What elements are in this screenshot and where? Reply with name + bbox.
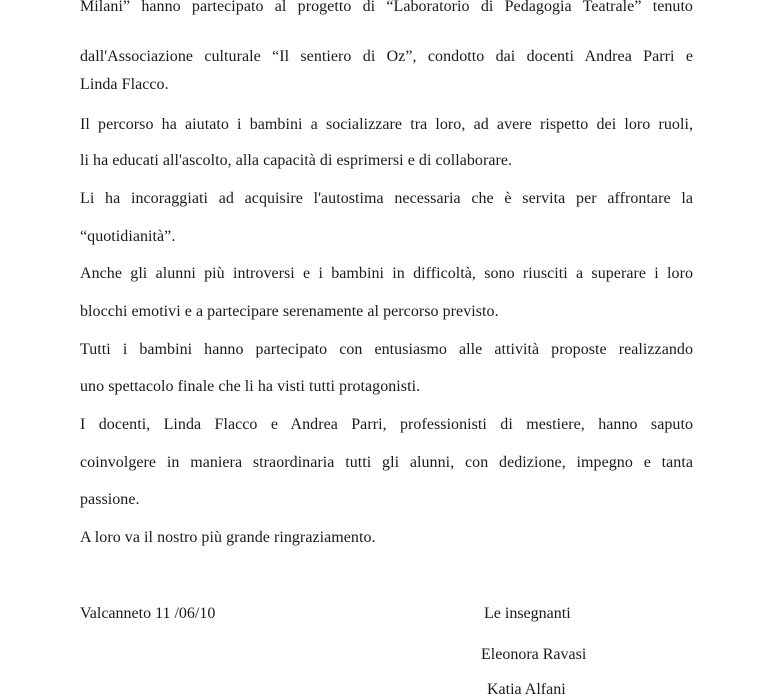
letter-line-5: li ha educati all'ascolto, alla capacità di esprimersi e di collaborare.: [80, 152, 513, 169]
letter-line-4: Il percorso ha aiutato i bambini a socializzare tra loro, ad avere rispetto dei loro ruoli,: [80, 116, 693, 133]
letter-line-2: dall'Associazione culturale “Il sentiero di Oz”, condotto dai docenti Andrea Parri e: [80, 48, 693, 65]
letter-line-10: Tutti i bambini hanno partecipato con entusiasmo alle attività proposte realizzando: [80, 341, 693, 358]
letter-line-12: I docenti, Linda Flacco e Andrea Parri, professionisti di mestiere, hanno saputo: [80, 416, 693, 433]
date-place: Valcanneto 11 /06/10: [80, 605, 216, 622]
letter-line-9: blocchi emotivi e a partecipare serenamente al percorso previsto.: [80, 303, 499, 320]
letter-line-3: Linda Flacco.: [80, 76, 169, 93]
letter-line-7: “quotidianità”.: [80, 228, 176, 245]
letter-closing: A loro va il nostro più grande ringraziamento.: [80, 529, 376, 546]
letter-line-13: coinvolgere in maniera straordinaria tutti gli alunni, con dedizione, impegno e tanta: [80, 454, 693, 471]
signature-heading: Le insegnanti: [484, 605, 571, 622]
letter-line-1: Milani” hanno partecipato al progetto di “Laboratorio di Pedagogia Teatrale” tenuto: [80, 0, 693, 15]
signatory-name: Eleonora Ravasi: [481, 646, 587, 663]
letter-line-11: uno spettacolo finale che li ha visti tutti protagonisti.: [80, 378, 421, 395]
letter-line-14: passione.: [80, 491, 140, 508]
letter-line-8: Anche gli alunni più introversi e i bambini in difficoltà, sono riusciti a superare i loro: [80, 265, 693, 282]
letter-line-6: Li ha incoraggiati ad acquisire l'autostima necessaria che è servita per affrontare la: [80, 190, 693, 207]
signatory-name: Katia Alfani: [487, 681, 566, 698]
